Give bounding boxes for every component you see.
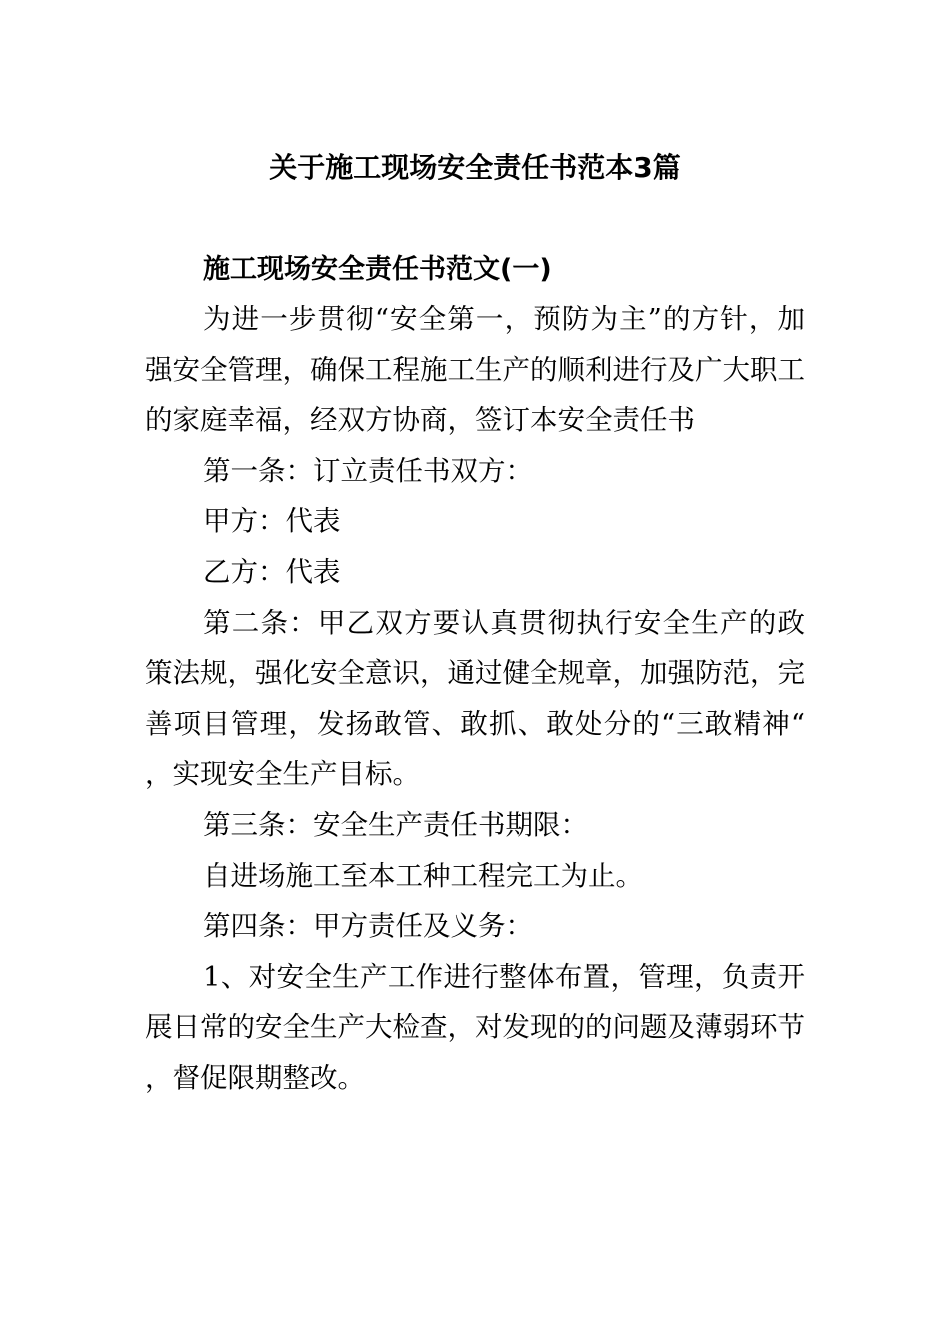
paragraph-article-2: 第二条：甲乙双方要认真贯彻执行安全生产的政策法规，强化安全意识，通过健全规章，加强防范，完善项目管理，发扬敢管、敢抓、敢处分的“三敢精神“，实现安全生产目标。 bbox=[145, 606, 805, 791]
paragraph-article-4: 第四条：甲方责任及义务： bbox=[203, 910, 533, 943]
paragraph-party-a: 甲方：代表 bbox=[203, 505, 341, 538]
paragraph-party-b: 乙方：代表 bbox=[203, 555, 341, 588]
document-title: 关于施工现场安全责任书范本3篇 bbox=[269, 151, 681, 184]
paragraph-item-1: 1、对安全生产工作进行整体布置，管理，负责开展日常的安全生产大检查，对发现的的问题及薄弱环节，督促限期整改。 bbox=[145, 960, 805, 1094]
paragraph-intro: 为进一步贯彻“安全第一，预防为主”的方针，加强安全管理，确保工程施工生产的顺利进行及广大职工的家庭幸福，经双方协商，签订本安全责任书 bbox=[145, 303, 805, 437]
paragraph-term: 自进场施工至本工种工程完工为止。 bbox=[203, 859, 643, 892]
paragraph-article-1: 第一条：订立责任书双方： bbox=[203, 454, 533, 487]
paragraph-article-3: 第三条：安全生产责任书期限： bbox=[203, 808, 588, 841]
section-title: 施工现场安全责任书范文(一) bbox=[203, 254, 552, 285]
document-body bbox=[145, 294, 805, 1104]
